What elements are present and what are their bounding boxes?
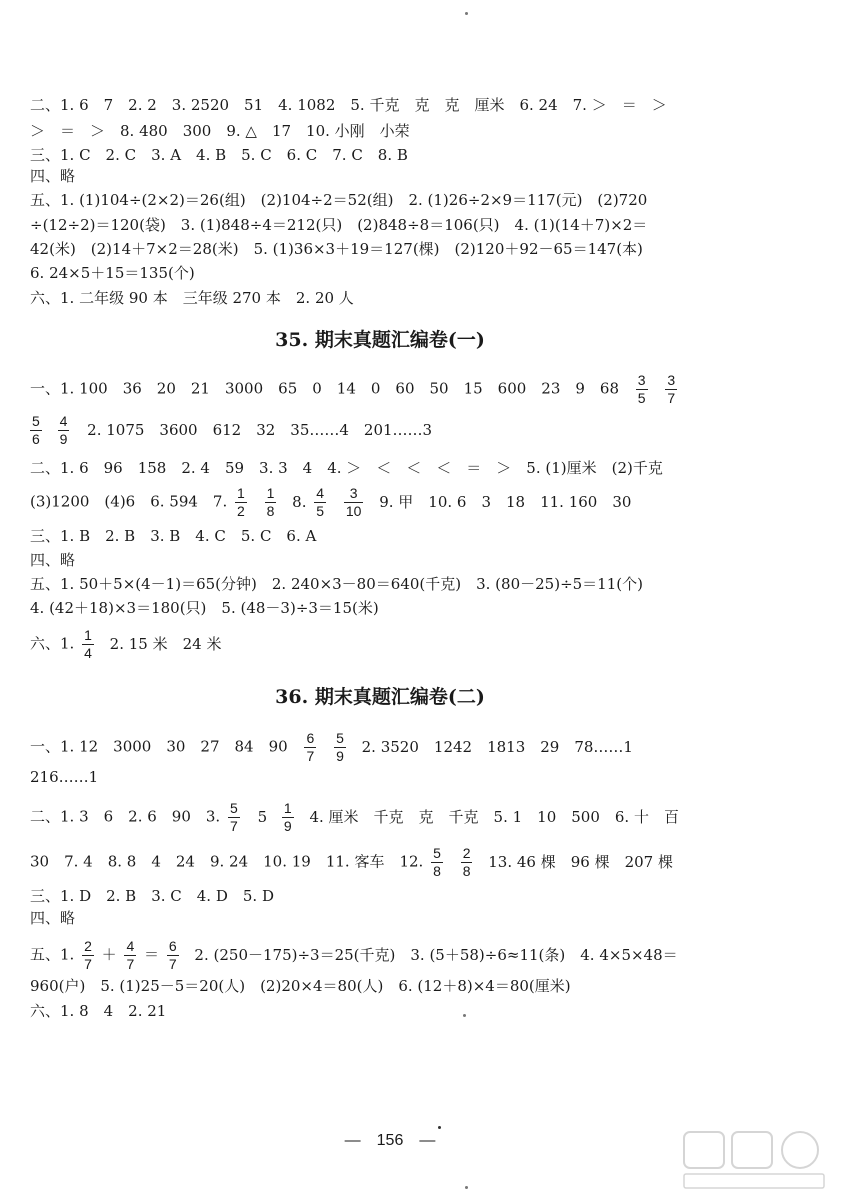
answer-line: 6. 24×5＋15＝135(个) [30,264,195,282]
answer-text: 2. 15 米 24 米 [109,634,222,653]
plus-sign: ＋ [101,945,117,964]
fraction: $\frac{3}{5}$ [637,372,646,406]
answer-line: 960(户) 5. (1)25－5＝20(人) (2)20×4＝80(人) 6. (12＋8)×4＝80(厘米) [30,977,571,995]
answer-text: 4. 厘米 千克 克 千克 5. 1 10 500 6. 十 百 [309,807,679,826]
answer-line: 4. (42＋18)×3＝180(只) 5. (48－3)÷3＝15(米) [30,599,379,617]
answer-line: 三、1. B 2. B 3. B 4. C 5. C 6. A [30,527,317,545]
fraction: $\frac{1}{2}$ [237,485,245,519]
answer-text: 8. [292,492,307,511]
fraction: $\frac{3}{7}$ [667,372,676,406]
answer-line [30,627,221,662]
answer-line [30,413,432,448]
answer-line [30,372,680,407]
answer-line [30,485,631,520]
answer-line: 四、略 [30,909,76,927]
answer-text: 一、1. 12 3000 30 27 84 90 [30,737,288,756]
answer-line: 二、1. 6 7 2. 2 3. 2520 51 4. 1082 5. 千克 克 克 厘米 6. 24 7. ＞ ＝ ＞ [30,96,667,114]
answer-text: 2. 1075 3600 612 32 35……4 201……3 [87,420,433,439]
page-number: — 156 — [344,1132,436,1149]
fraction: $\frac{5}{8}$ [433,845,441,879]
answer-line: 42(米) (2)14＋7×2＝28(米) 5. (1)36×3＋19＝127(棵) (2)120＋92－65＝147(本) [30,240,643,258]
answer-line: 六、1. 二年级 90 本 三年级 270 本 2. 20 人 [30,289,354,307]
answer-line: ＞ ＝ ＞ 8. 480 300 9. △ 17 10. 小刚 小荣 [30,122,410,140]
fraction: $\frac{1}{9}$ [283,800,292,834]
answer-line: 三、1. D 2. B 3. C 4. D 5. D [30,887,274,905]
answer-line [30,730,633,765]
fraction: $\frac{4}{9}$ [59,413,68,447]
answer-text: 六、1. [30,634,75,653]
answer-line: 二、1. 6 96 158 2. 4 59 3. 3 4 4. ＞ ＜ ＜ ＜ ＝ ＞ 5. (1)厘米 (2)千克 [30,459,663,477]
equals-sign: ＝ [144,945,160,964]
answer-text: 五、1. [30,945,75,964]
fraction: $\frac{2}{7}$ [84,938,92,972]
answer-text: 2. 3520 1242 1813 29 78……1 [361,737,633,756]
answer-line [30,800,679,835]
fraction: $\frac{5}{9}$ [336,730,344,764]
answer-text: (3)1200 (4)6 6. 594 7. [30,492,228,511]
fraction: $\frac{6}{7}$ [306,730,315,764]
answer-text: 5 [257,807,268,826]
answer-text: 二、1. 3 6 2. 6 90 3. [30,807,221,826]
answer-text: 2. (250－175)÷3＝25(千克) 3. (5＋58)÷6≈11(条) 4. 4×5×48＝ [194,945,678,964]
answer-line [30,845,673,880]
fraction: $\frac{4}{5}$ [316,485,325,519]
fraction: $\frac{5}{7}$ [229,800,238,834]
fraction: $\frac{5}{6}$ [32,413,40,447]
answer-line: 216……1 [30,768,99,786]
answer-text: 一、1. 100 36 20 21 3000 65 0 14 0 60 50 15 600 23 9 68 [30,379,620,398]
answer-text: 9. 甲 10. 6 3 18 11. 160 30 [379,492,632,511]
answer-line: 四、略 [30,551,76,569]
fraction: $\frac{3}{10}$ [345,485,362,519]
answer-line: 六、1. 8 4 2. 21 [30,1002,167,1020]
fraction: $\frac{1}{4}$ [84,627,92,661]
answer-line: 五、1. 50＋5×(4－1)＝65(分钟) 2. 240×3－80＝640(千克) 3. (80－25)÷5＝11(个) [30,575,643,593]
answer-line [30,938,678,973]
fraction: $\frac{4}{7}$ [126,938,135,972]
answer-line: 四、略 [30,167,76,185]
answer-text: 30 7. 4 8. 8 4 24 9. 24 10. 19 11. 客车 12. [30,852,424,871]
section-title-35: 35. 期末真题汇编卷(一) [275,329,485,351]
fraction: $\frac{6}{7}$ [168,938,177,972]
watermark-logo [680,1130,830,1192]
section-title-36: 36. 期末真题汇编卷(二) [275,686,485,708]
fraction: $\frac{2}{8}$ [462,845,471,879]
answer-text: 13. 46 棵 96 棵 207 棵 [488,852,673,871]
answer-line: ÷(12÷2)＝120(袋) 3. (1)848÷4＝212(只) (2)848÷8＝106(只) 4. (1)(14＋7)×2＝ [30,216,648,234]
fraction: $\frac{1}{8}$ [266,485,275,519]
answer-line: 三、1. C 2. C 3. A 4. B 5. C 6. C 7. C 8. B [30,146,408,164]
answer-line: 五、1. (1)104÷(2×2)＝26(组) (2)104÷2＝52(组) 2. (1)26÷2×9＝117(元) (2)720 [30,191,648,209]
